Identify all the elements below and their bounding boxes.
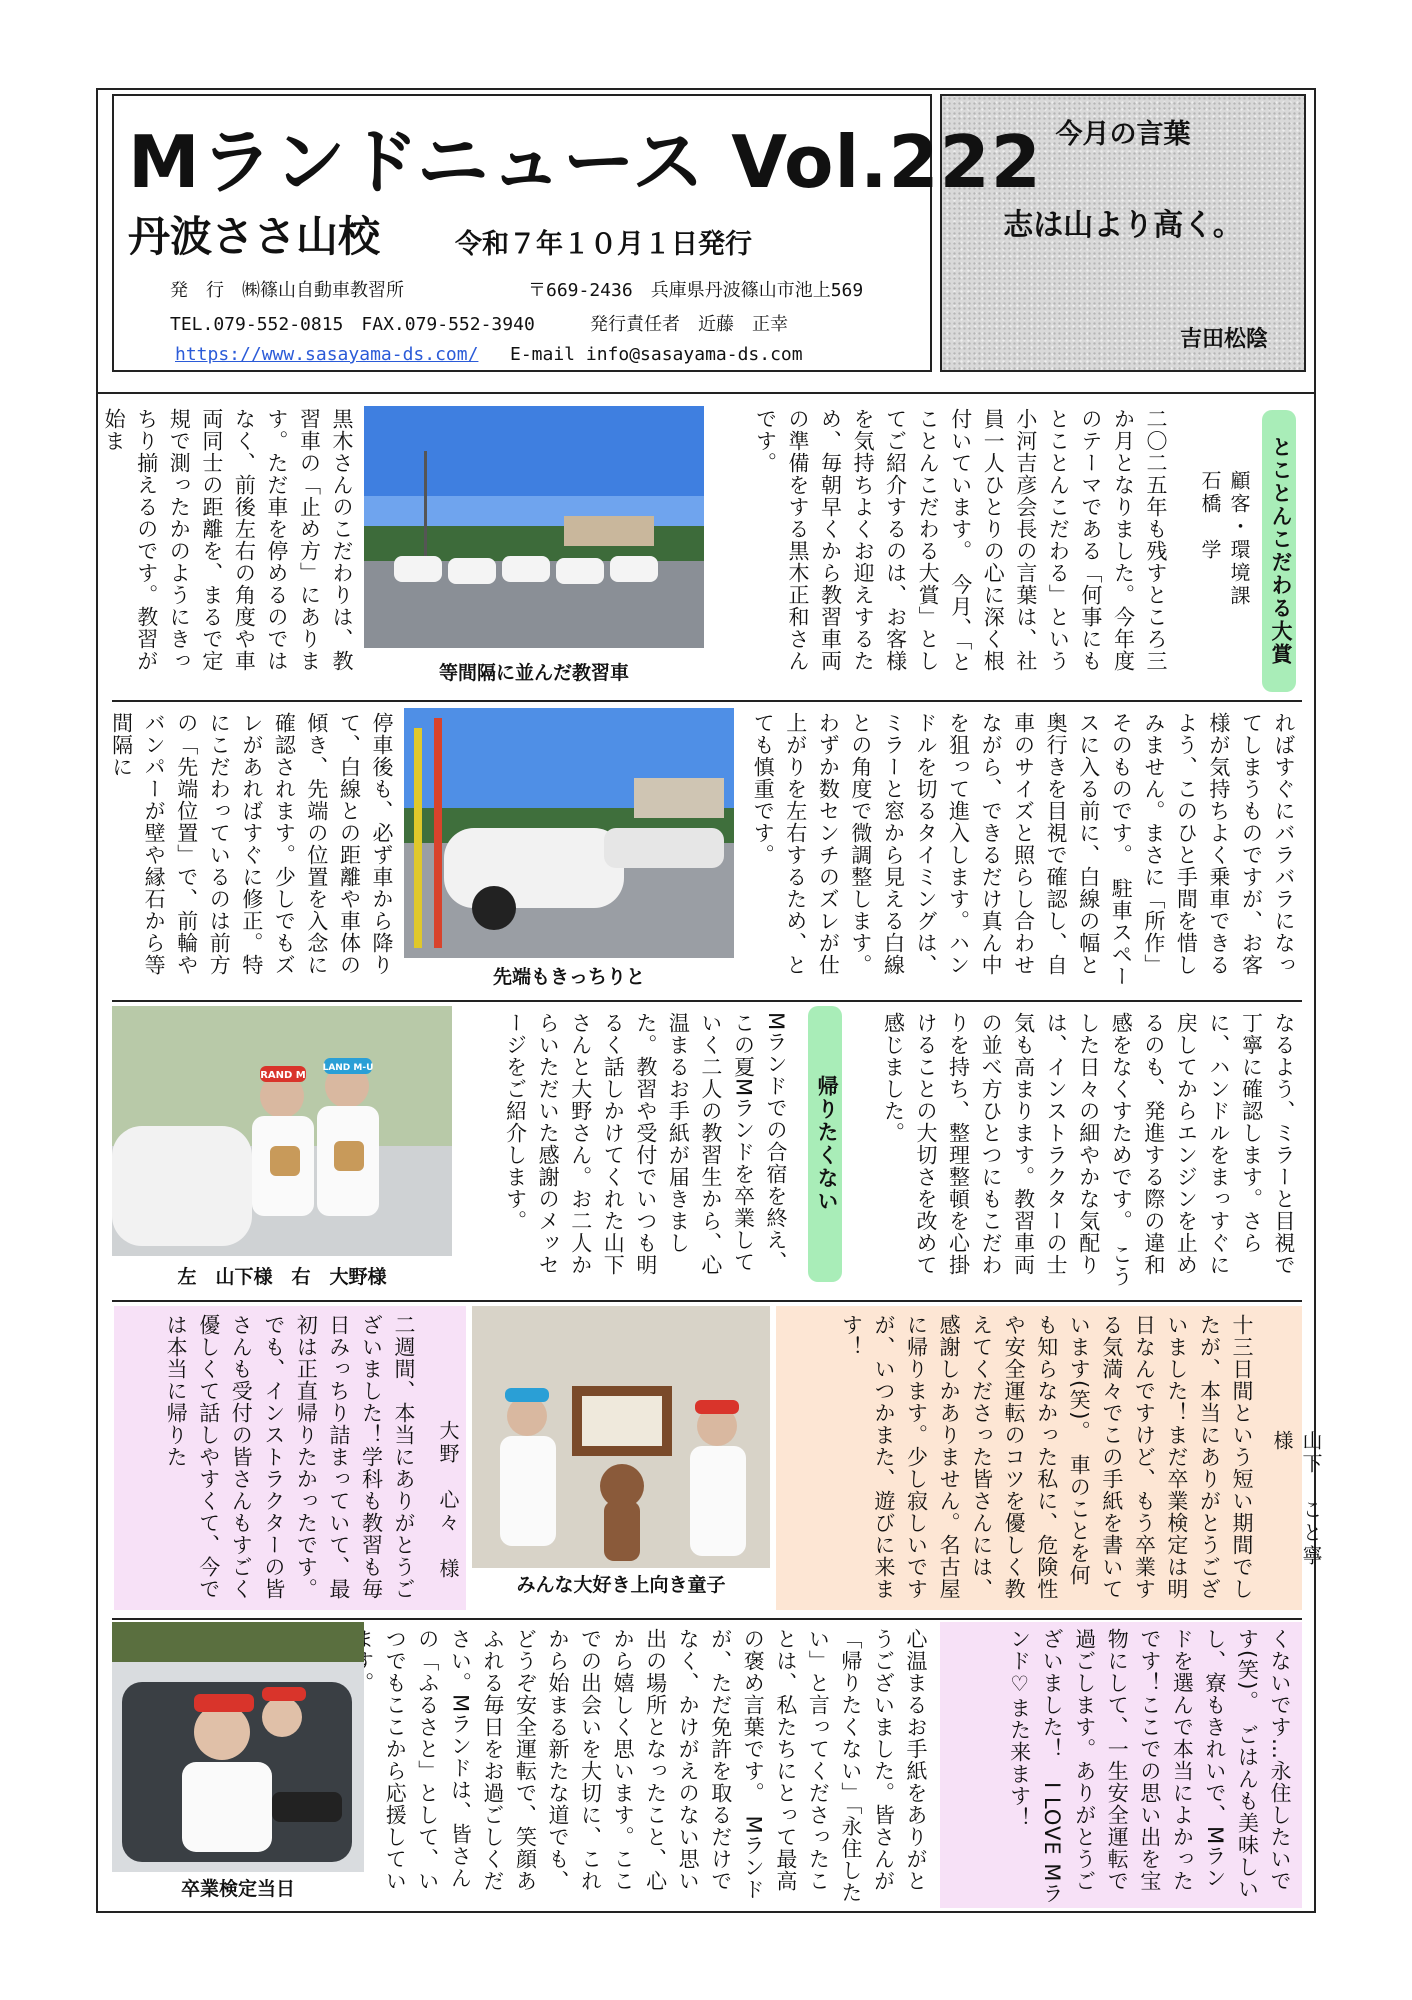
article-text: Mランドでの合宿を終え、この夏Mランドを卒業していく二人の教習生から、心温まるお手紙が届きました。教習や受付でいつも明るく話しかけてくれた山下さんと大野さん。お二人からいただいた感謝のメッセージをご紹介します。 <box>503 1012 788 1276</box>
divider <box>112 1618 1302 1620</box>
divider <box>112 1300 1302 1302</box>
letter-byline: 山下 こと寧 様 <box>1270 1430 1323 1591</box>
word-heading: 今月の言葉 <box>1055 119 1191 150</box>
website-link[interactable]: https://www.sasayama-ds.com/ <box>175 344 479 365</box>
photo-parked-car-front <box>404 708 734 958</box>
article-byline: 顧客・環境課 石橋 学 <box>1198 470 1251 654</box>
photo-training-cars <box>364 406 704 648</box>
article-text: 心温まるお手紙をありがとうございました。皆さんが「帰りたくない」「永住したい」と言ってくださったことは、私たちにとって最高の褒め言葉です。 Mランドが、ただ免許を取るだけでなく、かけがえのない思い出の場所となったこと、心から嬉しく思います。ここでの出会いを大切に、これから始まる新たな道でも、どうぞ安全運転で、笑顔あふれる毎日をお過ごしください。Mランドは、皆さんの「ふるさと」として、いつでもここから応援してい <box>383 1628 928 1904</box>
tel-fax: TEL.079-552-0815 FAX.079-552-3940 <box>170 314 535 335</box>
email: E-mail info@sasayama-ds.com <box>510 344 803 365</box>
letter-text: くないです…永住したいです(笑)。 ごはんも美味しいし、寮もきれいで、Mランドを選んで本当によかったです！ここでの思い出を宝物にして、一生安全運転で過ごします。ありがとうございました！ I LOVE Mランド♡また来ます！ <box>1007 1628 1292 1905</box>
letter-text: 十三日間という短い期間でしたが、本当にありがとうございました！まだ卒業検定は明日なんですけど、もう卒業する気満々でこの手紙を書いています(笑)。 車のことを何も知らなかった私に、危険性や安全運転のコツを優しく教えてくださった皆さんには、感謝しかありません。名古屋に帰ります。少し寂しいですが、いつかまた、遊びに来ます！ <box>839 1314 1254 1600</box>
address: 〒669-2436 兵庫県丹波篠山市池上569 <box>528 280 864 301</box>
cap-logo-text: LAND M-U <box>322 1063 374 1073</box>
school-name: 丹波ささ山校 <box>128 212 381 261</box>
photo-caption: 卒業検定当日 <box>180 1878 295 1900</box>
divider <box>112 1000 1302 1002</box>
newsletter-title: Mランドニュース Vol.222 <box>128 120 1042 204</box>
article-text: 黒木さんのこだわりは、教習車の「止め方」にあります。ただ車を停めるのではなく、前後左右の角度や車両同士の距離を、まるで定規で測ったかのようにきっちり揃えるのです。教習が始ま <box>102 408 354 672</box>
letter-byline: 大野 心々 様 <box>436 1420 460 1581</box>
article-text: なるよう、ミラーと目視で丁寧に確認します。さらに、ハンドルをまっすぐに戻してからエンジンを止めるのも、発進する際の違和感をなくすためです。 こうした日々の細やかな気配りは、インストラクターの士気も高まります。教習車両の並べ方ひとつにもこだわりを持ち、整理整頓を心掛けることの大切さを改めて感じました。 <box>881 1012 1296 1288</box>
article-text: 二〇二五年も残すところ三か月となりました。今年度のテーマである「何事にもとことんこだわる」という小河吉彦会長の言葉は、社員一人ひとりの心に深く根付いています。 今月、「とことんこだわる大賞」としてご紹介するのは、お客様を気持ちよくお迎えするため、毎朝早くから教習車両の準備をする黒木正和さんです。 <box>753 408 1168 673</box>
photo-caption: 等間隔に並んだ教習車 <box>438 662 629 684</box>
photo-graduation-day <box>112 1622 364 1872</box>
photo-caption: 左 山下様 右 大野様 <box>177 1266 387 1288</box>
article-text: 停車後も、必ず車から降りて、白線との距離や車体の傾き、先端の位置を入念に確認されます。少しでもズレがあればすぐに修正。特にこだわっているのは前方の「先端位置」で、前輪やバンパーが壁や縁石から等間隔に <box>109 712 394 976</box>
photo-statue <box>472 1306 770 1568</box>
article-tag: とことんこだわる大賞 <box>1262 410 1296 692</box>
article-tag: 帰りたくない <box>808 1006 842 1282</box>
word-quote: 志は山より高く。 <box>1003 208 1243 243</box>
issue-date: 令和７年１０月１日発行 <box>455 229 752 260</box>
photo-caption: みんな大好き上向き童子 <box>516 1574 726 1596</box>
divider <box>96 392 1316 394</box>
responsible-person: 発行責任者 近藤 正幸 <box>590 314 788 335</box>
cap-logo-text: RAND M <box>260 1070 306 1081</box>
divider <box>112 700 1302 702</box>
photo-caption: 先端もきっちりと <box>492 966 645 988</box>
article-text: ればすぐにバラバラになってしまうものですが、お客様が気持ちよく乗車できるよう、このひと手間を惜しみません。まさに「所作」そのものです。 駐車スペースに入る前に、白線の幅と奥行きを目視で確認し、自車のサイズと照らし合わせながら、できるだけ真ん中を狙って進入します。ハンドルを切るタイミングは、ミラーと窓から見える白線との角度で微調整します。わずか数センチのズレが仕上がりを左右するため、とても慎重です。 <box>751 712 1296 988</box>
photo-two-students <box>112 1006 452 1256</box>
word-author: 吉田松陰 <box>1180 327 1269 352</box>
letter-text: 二週間、本当にありがとうございました！学科も教習も毎日みっちり詰まっていて、最初は正直帰りたかったです。でも、インストラクターの皆さんも受付の皆さんもすごく優しくて話しやすくて、今では本当に帰りた <box>164 1314 416 1600</box>
publisher: 発 行 ㈱篠山自動車教習所 <box>170 280 404 301</box>
